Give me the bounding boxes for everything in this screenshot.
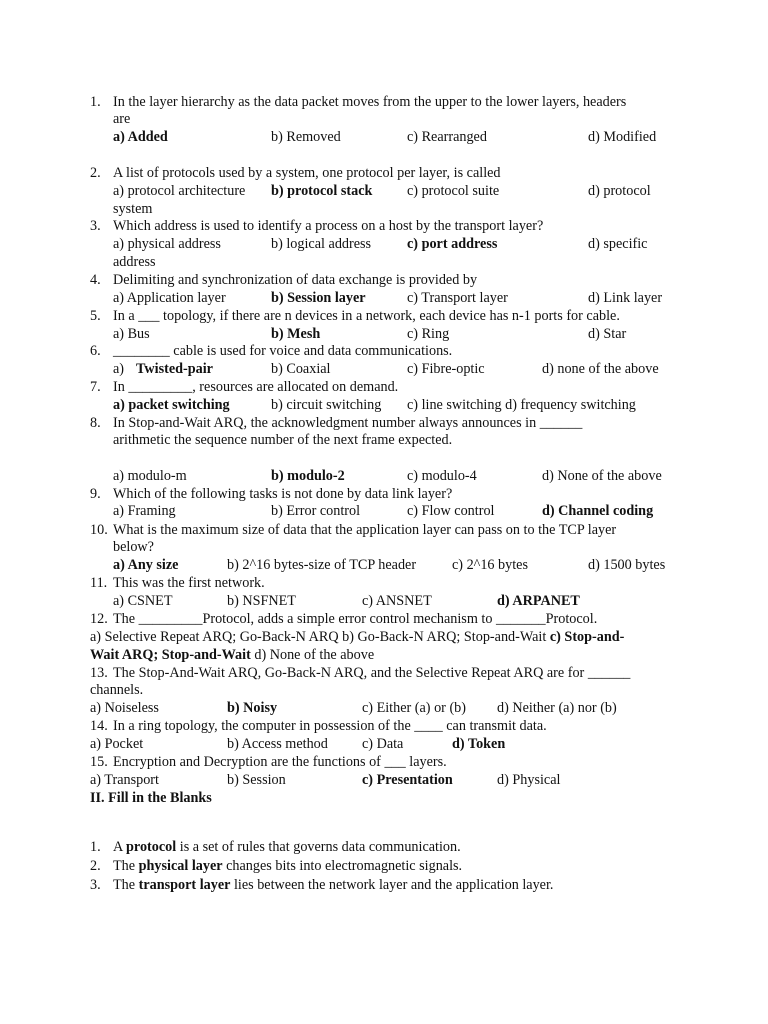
fill-number: 3. [90,877,101,893]
question-text: In a ___ topology, if there are n devices in a network, each device has n-1 ports for cable. [113,308,620,324]
option-a: a) protocol architecture [113,183,246,199]
option-b: b) Removed [271,129,341,145]
option-d: d) none of the above [542,361,659,377]
option-b: b) Session layer [271,290,366,306]
option-d: d) 1500 bytes [588,557,666,573]
option-line [90,647,374,664]
question-text: A list of protocols used by a system, one protocol per layer, is called [113,165,501,181]
question-text: In _________, resources are allocated on demand. [113,379,399,395]
option-d: d) specific [588,236,648,252]
option-a: a) Noiseless [90,700,159,716]
option-c: c) Transport layer [407,290,508,306]
option-b: b) Error control [271,503,361,519]
option-a: a) packet switching [113,397,230,413]
question-text-cont: arithmetic the sequence number of the next frame expected. [113,432,453,448]
option-d: d) ARPANET [497,593,580,609]
fill-post: is a set of rules that governs data communication. [176,839,461,855]
fill-answer: physical layer [138,858,223,874]
question-text: In a ring topology, the computer in possession of the ____ can transmit data. [113,718,547,734]
option-b: b) protocol stack [271,183,373,199]
option-b: b) Access method [227,736,328,752]
option-bold: Wait ARQ; Stop-and-Wait [90,647,251,663]
option-b: b) Noisy [227,700,278,716]
option-a: a) Transport [90,772,159,788]
option-bold: c) Stop-and- [549,629,625,645]
option-c: c) Ring [407,326,450,342]
fill-answer: protocol [126,839,177,855]
question-number: 7. [90,379,101,395]
option-c: c) Either (a) or (b) [362,700,466,716]
fill-number: 2. [90,858,101,874]
question-number: 4. [90,272,101,288]
fill-number: 1. [90,839,101,855]
question-text: Encryption and Decryption are the functions of ___ layers. [113,754,447,770]
option-b: b) Coaxial [271,361,331,377]
fill-post: lies between the network layer and the application layer. [230,877,554,893]
option-d: d) None of the above [542,468,662,484]
option-d: d) Token [452,736,506,752]
question-number: 3. [90,218,101,234]
option-wrap: system [113,201,153,217]
option-c-d: c) line switching d) frequency switching [407,397,636,413]
question-text-cont: below? [113,539,154,555]
option-a: a) physical address [113,236,221,252]
fill-post: changes bits into electromagnetic signals. [222,858,463,874]
option-c: c) Rearranged [407,129,487,145]
question-text: Which address is used to identify a process on a host by the transport layer? [113,218,544,234]
option-d: d) protocol [588,183,651,199]
question-number: 10. [90,522,108,538]
question-text: In Stop-and-Wait ARQ, the acknowledgment number always announces in ______ [113,415,583,431]
option-c: c) Presentation [362,772,453,788]
option-a: a) Bus [113,326,150,342]
question-text: The _________Protocol, adds a simple error control mechanism to _______Protocol. [113,611,598,627]
question-number: 5. [90,308,101,324]
fill-item [113,839,461,856]
question-number: 11. [90,575,108,591]
option-c: c) protocol suite [407,183,500,199]
option-d: d) Star [588,326,627,342]
option-a: a) Application layer [113,290,226,306]
question-text-cont: are [113,111,131,127]
question-number: 12. [90,611,108,627]
option-b: b) logical address [271,236,372,252]
question-text-cont: channels. [90,682,144,698]
option-b: b) Mesh [271,326,321,342]
question-number: 9. [90,486,101,502]
question-text: In the layer hierarchy as the data packet moves from the upper to the lower layers, headers [113,94,627,110]
fill-item [113,858,462,875]
question-number: 1. [90,94,101,110]
option-a: a) Pocket [90,736,144,752]
question-number: 14. [90,718,108,734]
option-line [90,629,624,646]
option-d: d) Modified [588,129,657,145]
question-number: 8. [90,415,101,431]
option-a: a) Added [113,129,168,145]
option-a: a) modulo-m [113,468,187,484]
question-text: Delimiting and synchronization of data exchange is provided by [113,272,478,288]
fill-item [113,877,553,894]
option-d: d) Physical [497,772,561,788]
option-a: a) Any size [113,557,179,573]
question-number: 2. [90,165,101,181]
option-text: a) Selective Repeat ARQ; Go-Back-N ARQ b) Go-Back-N ARQ; Stop-and-Wait [90,629,550,645]
fill-pre: The [113,858,139,874]
question-text: What is the maximum size of data that the application layer can pass on to the TCP layer [113,522,617,538]
option-wrap: address [113,254,156,270]
option-text: d) None of the above [250,647,375,663]
option-d: d) Channel coding [542,503,654,519]
option-c: c) port address [407,236,498,252]
option-a: a) Framing [113,503,176,519]
question-number: 13. [90,665,108,681]
option-b: b) circuit switching [271,397,382,413]
question-number: 6. [90,343,101,359]
option-c: c) Fibre-optic [407,361,485,377]
option-c: c) Data [362,736,404,752]
section-heading: II. Fill in the Blanks [90,790,212,806]
option-b: b) modulo-2 [271,468,345,484]
question-text: This was the first network. [113,575,265,591]
question-text: Which of the following tasks is not done by data link layer? [113,486,453,502]
fill-answer: transport layer [138,877,231,893]
option-c: c) modulo-4 [407,468,477,484]
option-a-label: a) [113,361,125,377]
fill-pre: A [113,839,127,855]
option-d: d) Neither (a) nor (b) [497,700,617,716]
option-c: c) 2^16 bytes [452,557,529,573]
question-text: ________ cable is used for voice and data communications. [113,343,453,359]
fill-pre: The [113,877,139,893]
question-number: 15. [90,754,108,770]
option-c: c) ANSNET [362,593,432,609]
option-b: b) NSFNET [227,593,296,609]
option-a: a) CSNET [113,593,173,609]
option-c: c) Flow control [407,503,495,519]
question-text: The Stop-And-Wait ARQ, Go-Back-N ARQ, and the Selective Repeat ARQ are for ______ [113,665,631,681]
option-d: d) Link layer [588,290,663,306]
option-b: b) Session [227,772,286,788]
option-b: b) 2^16 bytes-size of TCP header [227,557,417,573]
option-a: Twisted-pair [136,361,213,377]
